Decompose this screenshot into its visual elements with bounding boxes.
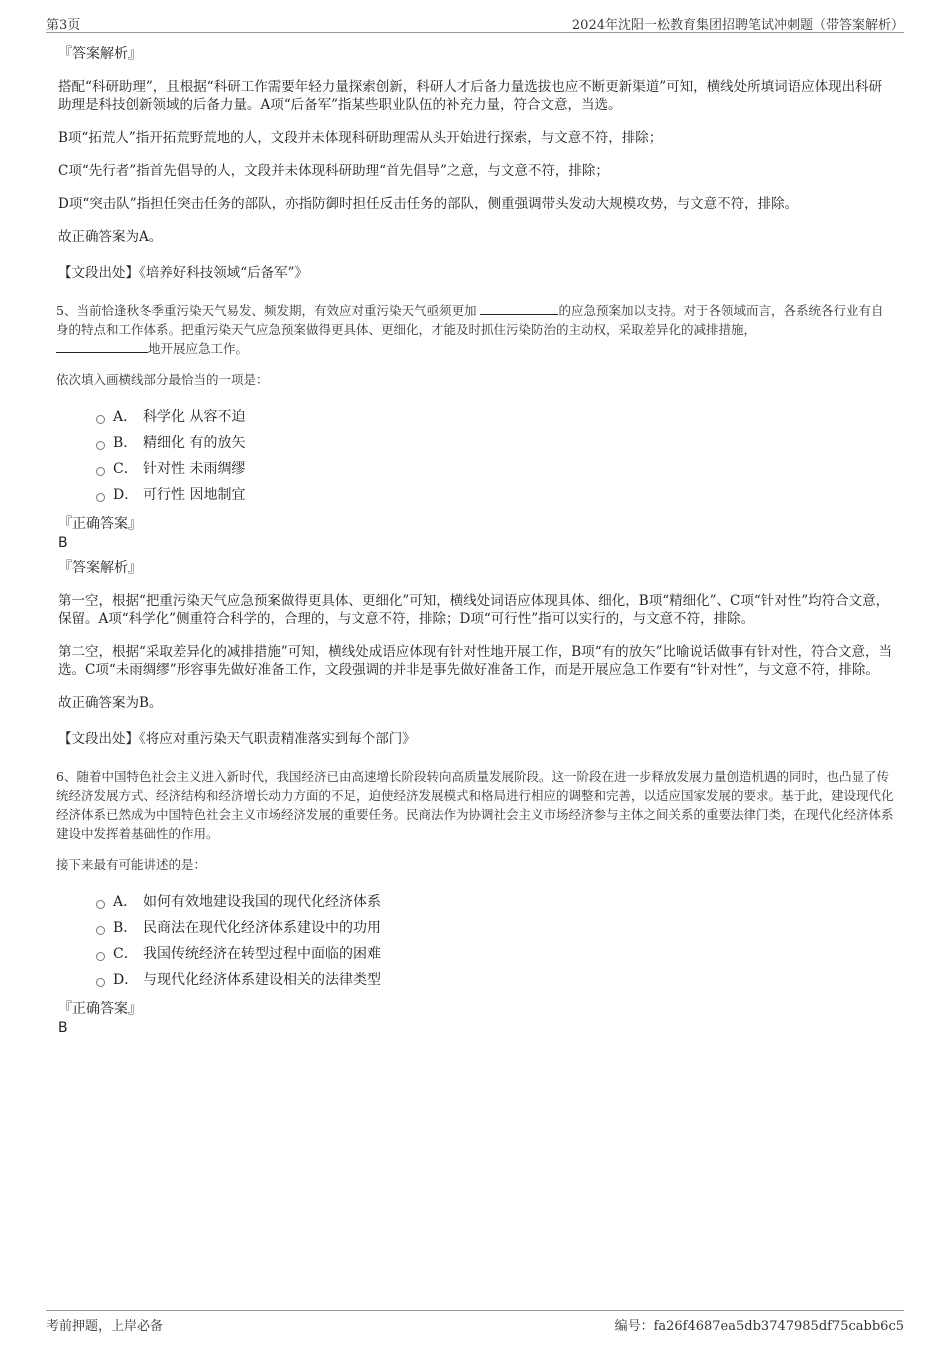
q5-prompt: 依次填入画横线部分最恰当的一项是： [56,372,269,387]
q4-analysis-paragraph: 搭配“科研助理”，且根据“科研工作需要年轻力量探索创新，科研人才后备力量选拔也应不断更新渠道”可知，横线处所填词语应体现出科研助理是科技创新领域的后备力量。A项“后备军”指某些职业队伍的补充力量，符合文意，当选。 [58,79,883,113]
q5-option-c[interactable]: C． 针对性 未雨绸缪 [96,456,894,482]
document-title: 2024年沈阳一松教育集团招聘笔试冲刺题（带答案解析） [571,18,904,33]
fill-blank [480,302,558,315]
q4-analysis-paragraph: C项“先行者”指首先倡导的人，文段并未体现科研助理“首先倡导”之意，与文意不符，排除； [58,163,609,179]
radio-icon[interactable] [96,900,105,909]
q4-analysis-paragraph: D项“突击队”指担任突击任务的部队，亦指防御时担任反击任务的部队，侧重强调带头发动大规模攻势，与文意不符，排除。 [58,196,799,212]
q4-analysis-label: 『答案解析』 [58,46,142,62]
radio-icon[interactable] [96,441,105,450]
radio-icon[interactable] [96,415,105,424]
q5-conclusion: 故正确答案为B。 [58,695,163,711]
q4-source: 【文段出处】《培养好科技领域“后备军”》 [58,265,309,281]
radio-icon[interactable] [96,952,105,961]
radio-icon[interactable] [96,978,105,987]
q6-option-a[interactable]: A． 如何有效地建设我国的现代化经济体系 [96,889,894,915]
q5-source: 【文段出处】《将应对重污染天气职责精准落实到每个部门》 [58,731,416,747]
q5-answer-label: 『正确答案』 [58,516,142,532]
q6-option-c[interactable]: C． 我国传统经济在转型过程中面临的困难 [96,941,894,967]
q6-option-b[interactable]: B． 民商法在现代化经济体系建设中的功用 [96,915,894,941]
fill-blank [56,340,148,353]
q5-option-a[interactable]: A． 科学化 从容不迫 [96,404,894,430]
q6-option-d[interactable]: D． 与现代化经济体系建设相关的法律类型 [96,967,894,993]
page-footer [46,1310,904,1334]
q5-stem: 5、当前恰逢秋冬季重污染天气易发、频发期，有效应对重污染天气亟须更加 的应急预案加以支持。对于各领域而言，各系统各行业有自身的特点和工作体系。把重污染天气应急预案做得更具体、更细化，才能及时抓住污染防治的主动权，采取差异化的减排措施， 地开展应急工作。 [56,303,884,356]
q5-analysis-label: 『答案解析』 [58,560,142,576]
q4-analysis-paragraph: B项“拓荒人”指开拓荒野荒地的人，文段并未体现科研助理需从头开始进行探索，与文意不符，排除； [58,130,663,146]
q5-answer: B [58,535,68,551]
q4-conclusion: 故正确答案为A。 [58,229,163,245]
q6-options [96,889,894,993]
page-header [46,14,904,33]
document-id: 编号：fa26f4687ea5db3747985df75cabb6c5 [614,1319,904,1334]
radio-icon[interactable] [96,926,105,935]
q5-options [96,404,894,508]
q5-option-b[interactable]: B． 精细化 有的放矢 [96,430,894,456]
page-number: 第3页 [46,18,81,33]
q5-analysis-paragraph: 第二空，根据“采取差异化的减排措施”可知，横线处成语应体现有针对性地开展工作，B项“有的放矢”比喻说话做事有针对性，符合文意，当选。C项“未雨绸缪”形容事先做好准备工作，文段强调的并非是事先做好准备工作，而是开展应急工作要有“针对性”，与文意不符，排除。 [58,644,893,678]
q6-answer: B [58,1020,68,1036]
radio-icon[interactable] [96,467,105,476]
radio-icon[interactable] [96,493,105,502]
footer-slogan: 考前押题，上岸必备 [46,1319,164,1334]
q6-prompt: 接下来最有可能讲述的是： [56,857,207,872]
q5-option-d[interactable]: D． 可行性 因地制宜 [96,482,894,508]
q5-analysis-paragraph: 第一空，根据“把重污染天气应急预案做得更具体、更细化”可知，横线处词语应体现具体、细化，B项“精细化”、C项“针对性”均符合文意，保留。A项“科学化”侧重符合科学的，合理的，与文意不符，排除；D项“可行性”指可以实行的，与文意不符，排除。 [58,593,890,627]
page-content [56,44,894,1043]
q6-answer-label: 『正确答案』 [58,1001,142,1017]
q6-stem: 6、随着中国特色社会主义进入新时代，我国经济已由高速增长阶段转向高质量发展阶段。这一阶段在进一步释放发展力量创造机遇的同时，也凸显了传统经济发展方式、经济结构和经济增长动力方面的不足，迫使经济发展模式和格局进行相应的调整和完善，以适应国家发展的要求。基于此，建设现代化经济体系已然成为中国特色社会主义市场经济发展的重要任务。民商法作为协调社会主义市场经济参与主体之间关系的重要法律门类，在现代化经济体系建设中发挥着基础性的作用。 [56,769,894,841]
